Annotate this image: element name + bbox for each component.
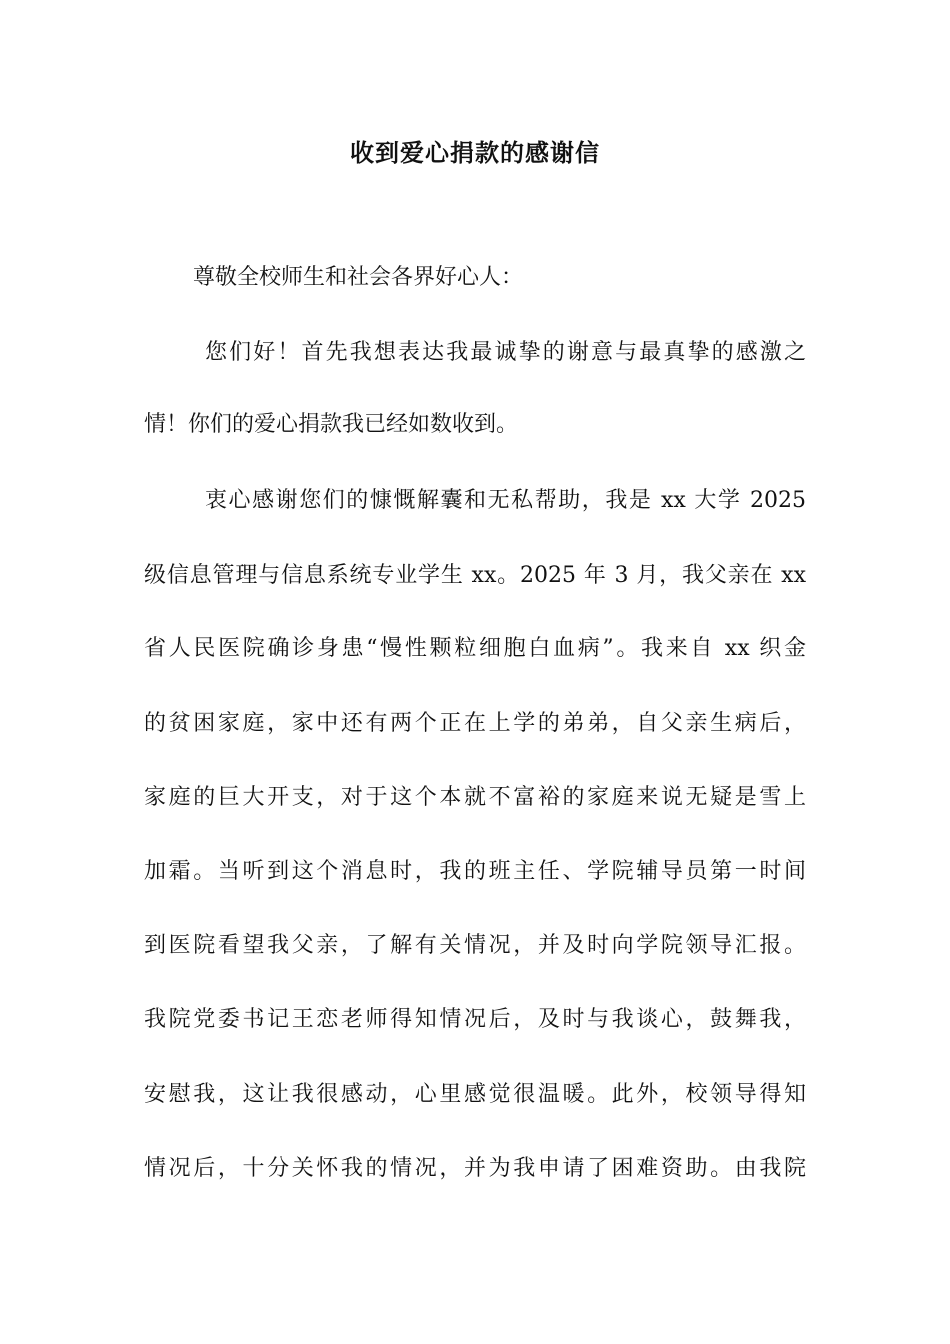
paragraph-line: 省人民医院确诊身患“慢性颗粒细胞白血病”。我来自 xx 织金: [144, 636, 806, 661]
paragraph-line: 加霜。当听到这个消息时，我的班主任、学院辅导员第一时间: [144, 859, 806, 884]
paragraph-line: 衷心感谢您们的慷慨解囊和无私帮助，我是 xx 大学 2025: [205, 488, 806, 513]
paragraph-line: 的贫困家庭，家中还有两个正在上学的弟弟，自父亲生病后，: [144, 711, 806, 736]
paragraph-line: 级信息管理与信息系统专业学生 xx。2025 年 3 月，我父亲在 xx: [144, 563, 806, 588]
paragraph-line: 您们好！首先我想表达我最诚挚的谢意与最真挚的感激之: [205, 340, 806, 365]
paragraph-line: 家庭的巨大开支，对于这个本就不富裕的家庭来说无疑是雪上: [144, 785, 806, 810]
paragraph-line: 我院党委书记王恋老师得知情况后，及时与我谈心，鼓舞我，: [144, 1007, 806, 1032]
paragraph-line: 安慰我，这让我很感动，心里感觉很温暖。此外，校领导得知: [144, 1082, 806, 1107]
paragraph-line: 情！你们的爱心捐款我已经如数收到。: [144, 412, 519, 437]
paragraph-line: 到医院看望我父亲，了解有关情况，并及时向学院领导汇报。: [144, 933, 806, 958]
document-title: 收到爱心捐款的感谢信: [350, 139, 600, 167]
paragraph-line: 情况后，十分关怀我的情况，并为我申请了困难资助。由我院: [144, 1156, 806, 1181]
salutation: 尊敬全校师生和社会各界好心人：: [193, 265, 524, 290]
